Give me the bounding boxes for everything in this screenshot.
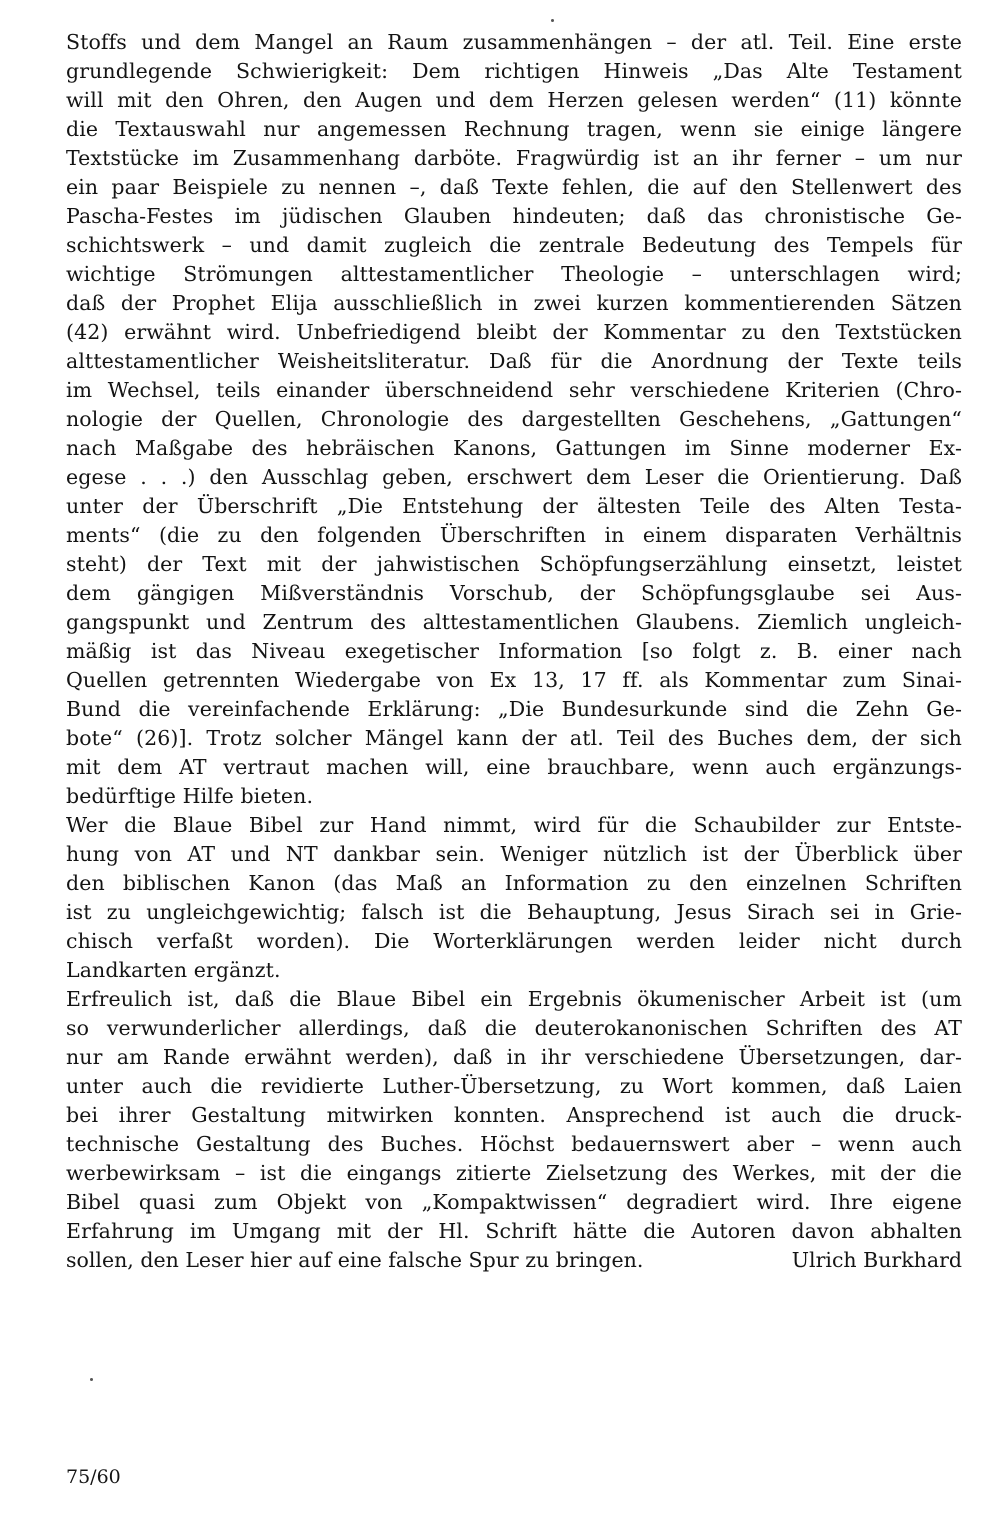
text-line: bote“ (26)]. Trotz solcher Mängel kann der atl. Teil des Buches dem, der sich bbox=[66, 726, 962, 750]
text-line: ein paar Beispiele zu nennen –, daß Texte fehlen, die auf den Stellenwert des bbox=[66, 175, 962, 199]
text-line: mit dem AT vertraut machen will, eine brauchbare, wenn auch ergänzungs- bbox=[66, 755, 962, 779]
text-line: den biblischen Kanon (das Maß an Information zu den einzelnen Schriften bbox=[66, 871, 962, 895]
text-line: Quellen getrennten Wiedergabe von Ex 13, 17 ff. als Kommentar zum Sinai- bbox=[66, 668, 962, 692]
page-number: 75/60 bbox=[66, 1466, 121, 1488]
text-line: ments“ (die zu den folgenden Überschriften in einem disparaten Verhältnis bbox=[66, 523, 962, 547]
text-line: im Wechsel, teils einander überschneidend sehr verschiedene Kriterien (Chro- bbox=[66, 378, 962, 402]
text-line: bedürftige Hilfe bieten. bbox=[66, 784, 314, 808]
paragraph bbox=[66, 985, 962, 1246]
paragraph bbox=[66, 811, 962, 985]
text-line: daß der Prophet Elija ausschließlich in zwei kurzen kommentierenden Sätzen bbox=[66, 291, 962, 315]
text-line: Erfahrung im Umgang mit der Hl. Schrift hätte die Autoren davon abhalten bbox=[66, 1219, 962, 1243]
speck-mark bbox=[551, 19, 554, 22]
text-line: wichtige Strömungen alttestamentlicher Theologie – unterschlagen wird; bbox=[66, 262, 962, 286]
text-line: nach Maßgabe des hebräischen Kanons, Gattungen im Sinne moderner Ex- bbox=[66, 436, 962, 460]
text-line: Bibel quasi zum Objekt von „Kompaktwissen“ degradiert wird. Ihre eigene bbox=[66, 1190, 962, 1214]
text-line: ist zu ungleichgewichtig; falsch ist die Behauptung, Jesus Sirach sei in Grie- bbox=[66, 900, 962, 924]
text-line: grundlegende Schwierigkeit: Dem richtigen Hinweis „Das Alte Testament bbox=[66, 59, 962, 83]
text-line: Erfreulich ist, daß die Blaue Bibel ein Ergebnis ökumenischer Arbeit ist (um bbox=[66, 987, 962, 1011]
speck-mark bbox=[90, 1378, 93, 1381]
body-text bbox=[66, 28, 962, 1275]
text-line: will mit den Ohren, den Augen und dem Herzen gelesen werden“ (11) könnte bbox=[66, 88, 962, 112]
text-line: nologie der Quellen, Chronologie des dargestellten Geschehens, „Gattungen“ bbox=[66, 407, 962, 431]
text-line: gangspunkt und Zentrum des alttestamentlichen Glaubens. Ziemlich ungleich- bbox=[66, 610, 962, 634]
text-line: dem gängigen Mißverständnis Vorschub, der Schöpfungsglaube sei Aus- bbox=[66, 581, 962, 605]
text-line: Stoffs und dem Mangel an Raum zusammenhängen – der atl. Teil. Eine erste bbox=[66, 30, 962, 54]
text-line: mäßig ist das Niveau exegetischer Information [so folgt z. B. einer nach bbox=[66, 639, 962, 663]
text-line: chisch verfaßt worden). Die Worterklärungen werden leider nicht durch bbox=[66, 929, 962, 953]
text-line: technische Gestaltung des Buches. Höchst bedauernswert aber – wenn auch bbox=[66, 1132, 962, 1156]
text-line: unter der Überschrift „Die Entstehung der ältesten Teile des Alten Testa- bbox=[66, 494, 962, 518]
text-line: Bund die vereinfachende Erklärung: „Die Bundesurkunde sind die Zehn Ge- bbox=[66, 697, 962, 721]
text-line: bei ihrer Gestaltung mitwirken konnten. Ansprechend ist auch die druck- bbox=[66, 1103, 962, 1127]
text-line: sollen, den Leser hier auf eine falsche Spur zu bringen. bbox=[66, 1248, 644, 1272]
text-line: egese . . .) den Ausschlag geben, erschwert dem Leser die Orientierung. Daß bbox=[66, 465, 962, 489]
text-line: so verwunderlicher allerdings, daß die deuterokanonischen Schriften des AT bbox=[66, 1016, 962, 1040]
text-line: Wer die Blaue Bibel zur Hand nimmt, wird für die Schaubilder zur Entste- bbox=[66, 813, 962, 837]
text-line: schichtswerk – und damit zugleich die zentrale Bedeutung des Tempels für bbox=[66, 233, 962, 257]
text-line: hung von AT und NT dankbar sein. Weniger nützlich ist der Überblick über bbox=[66, 842, 962, 866]
text-line: steht) der Text mit der jahwistischen Schöpfungserzählung einsetzt, leistet bbox=[66, 552, 962, 576]
text-line: nur am Rande erwähnt werden), daß in ihr verschiedene Übersetzungen, dar- bbox=[66, 1045, 962, 1069]
text-line: Pascha-Festes im jüdischen Glauben hindeuten; daß das chronistische Ge- bbox=[66, 204, 962, 228]
text-line: alttestamentlicher Weisheitsliteratur. Daß für die Anordnung der Texte teils bbox=[66, 349, 962, 373]
text-line: die Textauswahl nur angemessen Rechnung tragen, wenn sie einige längere bbox=[66, 117, 962, 141]
closing-line bbox=[66, 1246, 962, 1275]
text-line: werbewirksam – ist die eingangs zitierte Zielsetzung des Werkes, mit der die bbox=[66, 1161, 962, 1185]
text-line: Landkarten ergänzt. bbox=[66, 958, 281, 982]
author-signature: Ulrich Burkhard bbox=[791, 1248, 962, 1272]
text-line: unter auch die revidierte Luther-Übersetzung, zu Wort kommen, daß Laien bbox=[66, 1074, 962, 1098]
paragraph bbox=[66, 28, 962, 811]
text-line: (42) erwähnt wird. Unbefriedigend bleibt der Kommentar zu den Textstücken bbox=[66, 320, 962, 344]
text-line: Textstücke im Zusammenhang darböte. Fragwürdig ist an ihr ferner – um nur bbox=[66, 146, 962, 170]
